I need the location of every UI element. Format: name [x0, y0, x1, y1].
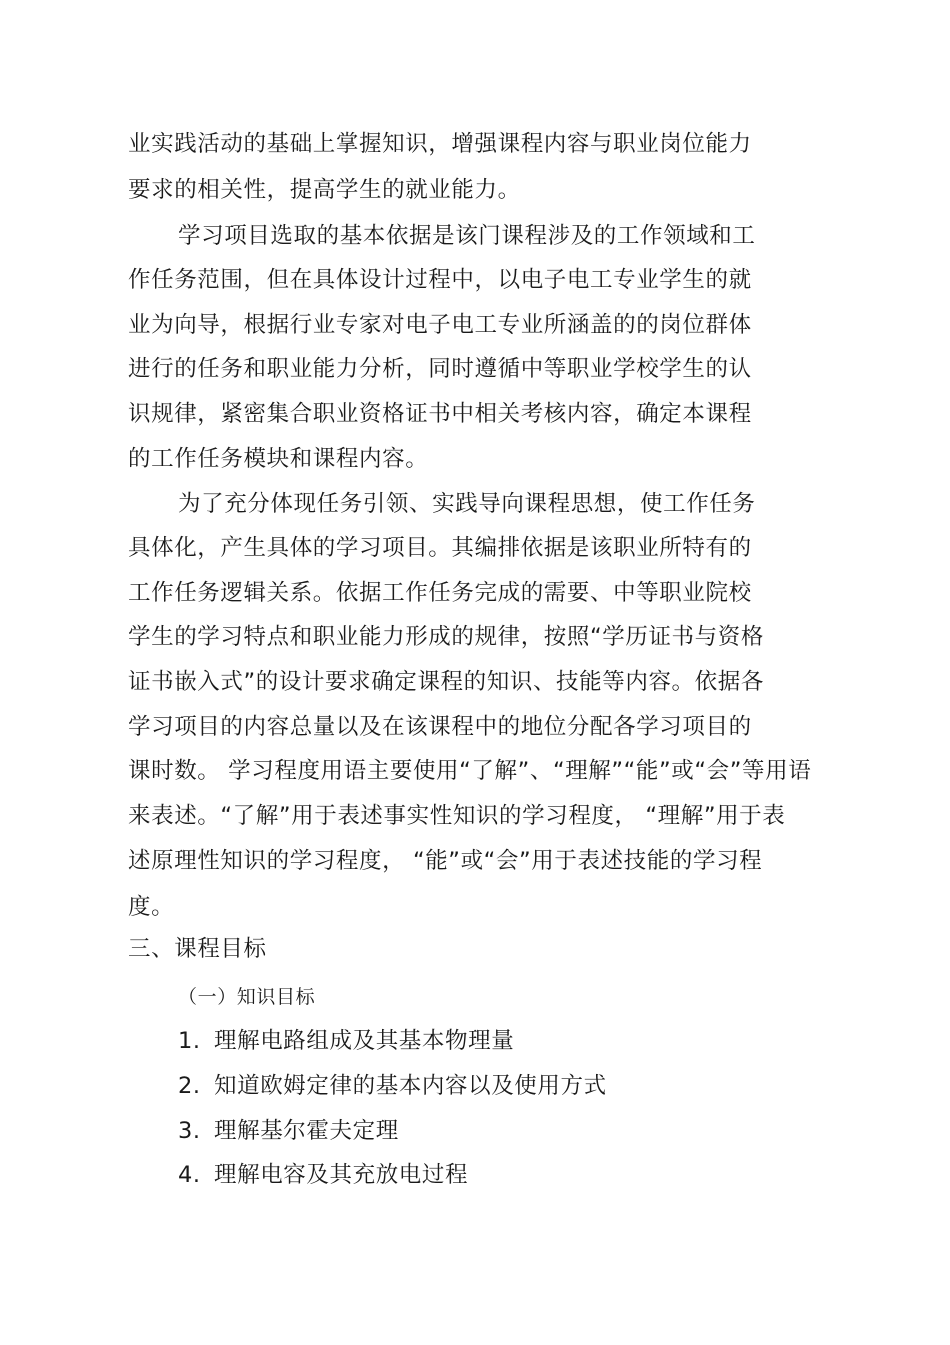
body-line: 学生的学习特点和职业能力形成的规律，按照“学历证书与资格 [128, 624, 764, 650]
list-item-number: 1. [178, 1028, 201, 1054]
body-line: 学习项目的内容总量以及在该课程中的地位分配各学习项目的 [128, 714, 752, 740]
body-line: 度。 [128, 894, 175, 920]
body-line: 进行的任务和职业能力分析，同时遵循中等职业学校学生的认 [128, 356, 752, 382]
subsection-heading: （一）知识目标 [178, 986, 316, 1008]
list-item-text: 理解电路组成及其基本物理量 [214, 1028, 515, 1054]
list-item-text: 知道欧姆定律的基本内容以及使用方式 [214, 1073, 607, 1099]
body-line: 课时数。 学习程度用语主要使用“了解”、“理解”“能”或“会”等用语 [128, 758, 812, 784]
list-item [178, 1071, 607, 1101]
list-item [178, 1026, 514, 1056]
body-line: 业实践活动的基础上掌握知识，增强课程内容与职业岗位能力 [128, 131, 752, 157]
section-heading: 三、课程目标 [128, 936, 267, 962]
paragraph-first-line: 为了充分体现任务引领、实践导向课程思想，使工作任务 [178, 491, 756, 517]
body-line: 述原理性知识的学习程度， “能”或“会”用于表述技能的学习程 [128, 848, 763, 874]
list-item-text: 理解电容及其充放电过程 [214, 1162, 469, 1188]
body-line: 识规律，紧密集合职业资格证书中相关考核内容，确定本课程 [128, 401, 752, 427]
body-line: 的工作任务模块和课程内容。 [128, 446, 429, 472]
body-line: 具体化，产生具体的学习项目。其编排依据是该职业所特有的 [128, 535, 752, 561]
list-item-number: 4. [178, 1162, 201, 1188]
body-line: 业为向导，根据行业专家对电子电工专业所涵盖的的岗位群体 [128, 312, 752, 338]
list-item-text: 理解基尔霍夫定理 [214, 1118, 399, 1144]
body-line: 来表述。“了解”用于表述事实性知识的学习程度， “理解”用于表 [128, 803, 786, 829]
body-line: 证书嵌入式”的设计要求确定课程的知识、技能等内容。依据各 [128, 669, 764, 695]
body-line: 要求的相关性，提高学生的就业能力。 [128, 177, 521, 203]
list-item-number: 2. [178, 1073, 201, 1099]
paragraph-first-line: 学习项目选取的基本依据是该门课程涉及的工作领域和工 [178, 223, 756, 249]
body-line: 作任务范围，但在具体设计过程中，以电子电工专业学生的就 [128, 267, 752, 293]
list-item [178, 1116, 399, 1146]
body-line: 工作任务逻辑关系。依据工作任务完成的需要、中等职业院校 [128, 580, 752, 606]
list-item [178, 1160, 468, 1190]
list-item-number: 3. [178, 1118, 201, 1144]
